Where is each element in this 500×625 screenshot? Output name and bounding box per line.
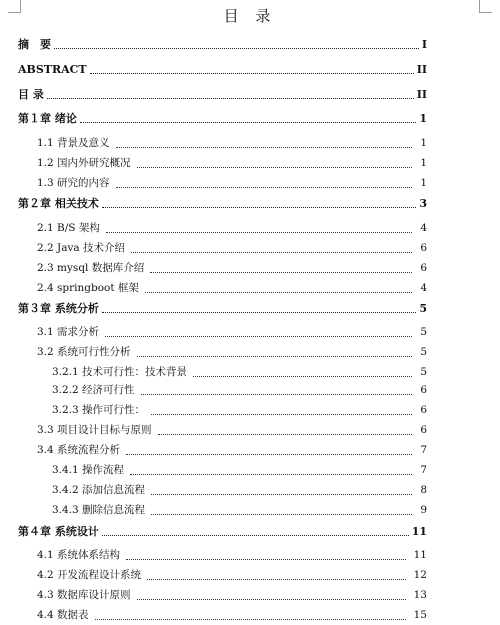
toc-entry[interactable] — [37, 174, 427, 193]
toc-entry-label: 3.2.1 技术可行性：技术背景 — [52, 366, 188, 378]
toc-entry-page-number: 1 — [420, 157, 427, 169]
toc-entry-label: 第４章 系统设计 — [18, 525, 99, 538]
toc-entry-page-number: 5 — [420, 346, 427, 358]
toc-entry[interactable] — [37, 219, 427, 238]
toc-entry[interactable] — [18, 85, 427, 104]
toc-dot-leader — [102, 206, 417, 208]
toc-entry-label: 2.4 springboot 框架 — [37, 282, 139, 294]
toc-entry-page-number: 3 — [419, 197, 427, 210]
toc-entry[interactable] — [52, 401, 427, 420]
toc-entry-label: 3.4.2 添加信息流程 — [52, 484, 146, 496]
toc-entry-page-number: I — [421, 38, 427, 51]
toc-entry-label: 3.2.3 操作可行性： — [52, 404, 146, 416]
toc-entry-label: 3.4 系统流程分析 — [37, 444, 121, 456]
toc-entry[interactable] — [37, 566, 427, 585]
toc-entry-label: 2.2 Java 技术介绍 — [37, 242, 126, 254]
toc-entry-page-number: 4 — [420, 222, 427, 234]
toc-dot-leader — [116, 186, 413, 188]
toc-entry[interactable] — [37, 441, 427, 460]
toc-dot-leader — [54, 47, 419, 49]
toc-dot-leader — [137, 355, 413, 357]
toc-entry-page-number: 5 — [420, 326, 427, 338]
toc-entry[interactable] — [18, 35, 427, 54]
toc-entry-page-number: 1 — [420, 177, 427, 189]
toc-entry-page-number: 5 — [420, 366, 427, 378]
toc-dot-leader — [130, 473, 412, 475]
toc-entry[interactable] — [18, 522, 427, 541]
toc-entry-label: 摘 要 — [18, 38, 51, 51]
toc-dot-leader — [151, 513, 412, 515]
toc-entry-label: 2.3 mysql 数据库介绍 — [37, 262, 145, 274]
toc-entry[interactable] — [37, 259, 427, 278]
toc-entry-label: 第２章 相关技术 — [18, 197, 99, 210]
toc-title: 目 录 — [223, 7, 277, 25]
toc-entry-label: 1.3 研究的内容 — [37, 177, 110, 189]
toc-entry[interactable] — [37, 546, 427, 565]
toc-entry-page-number: 5 — [419, 302, 427, 315]
toc-entry[interactable] — [18, 299, 427, 318]
toc-dot-leader — [193, 375, 412, 377]
toc-entry[interactable] — [52, 381, 427, 400]
toc-entry-page-number: 6 — [420, 242, 427, 254]
toc-dot-leader — [147, 578, 406, 580]
toc-entry-label: 4.1 系统体系结构 — [37, 549, 121, 561]
toc-entry[interactable] — [37, 134, 427, 153]
toc-entry[interactable] — [37, 343, 427, 362]
toc-entry-page-number: 13 — [413, 589, 427, 601]
toc-entry[interactable] — [52, 481, 427, 500]
toc-entry-page-number: II — [416, 88, 427, 101]
toc-entry[interactable] — [37, 279, 427, 298]
toc-entry[interactable] — [37, 586, 427, 605]
toc-dot-leader — [150, 271, 412, 273]
toc-entry[interactable] — [37, 154, 427, 173]
toc-dot-leader — [95, 618, 406, 620]
toc-entry-label: 2.1 B/S 架构 — [37, 222, 100, 234]
toc-entry[interactable] — [37, 239, 427, 258]
toc-dot-leader — [90, 72, 414, 74]
toc-entry[interactable] — [18, 194, 427, 213]
toc-entry-label: 3.4.1 操作流程 — [52, 464, 125, 476]
toc-entry-label: 1.1 背景及意义 — [37, 137, 110, 149]
toc-dot-leader — [106, 231, 412, 233]
toc-dot-leader — [151, 413, 412, 415]
toc-entry[interactable] — [52, 461, 427, 480]
toc-entry-page-number: 11 — [411, 525, 427, 538]
toc-dot-leader — [145, 291, 412, 293]
toc-entry[interactable] — [18, 60, 427, 79]
toc-entry-label: 1.2 国内外研究概况 — [37, 157, 131, 169]
toc-dot-leader — [151, 493, 412, 495]
toc-entry-page-number: 6 — [420, 262, 427, 274]
toc-dot-leader — [126, 453, 412, 455]
toc-entry[interactable] — [37, 606, 427, 625]
toc-dot-leader — [102, 534, 409, 536]
toc-entry-label: 3.2.2 经济可行性 — [52, 384, 135, 396]
toc-entry-page-number: 6 — [420, 404, 427, 416]
toc-entry[interactable] — [52, 363, 427, 382]
toc-entry-page-number: 6 — [420, 384, 427, 396]
toc-entry-page-number: 4 — [420, 282, 427, 294]
toc-entry-page-number: 1 — [419, 112, 427, 125]
toc-dot-leader — [105, 335, 412, 337]
toc-entry-page-number: 9 — [420, 504, 427, 516]
toc-dot-leader — [102, 311, 417, 313]
toc-entry-label: 3.2 系统可行性分析 — [37, 346, 131, 358]
toc-dot-leader — [137, 166, 413, 168]
toc-dot-leader — [137, 598, 406, 600]
toc-entry-label: 3.4.3 删除信息流程 — [52, 504, 146, 516]
toc-entry-page-number: 1 — [420, 137, 427, 149]
toc-entry[interactable] — [18, 109, 427, 128]
toc-entry-label: 4.2 开发流程设计系统 — [37, 569, 142, 581]
toc-entry-page-number: 6 — [420, 424, 427, 436]
toc-entry-page-number: 12 — [413, 569, 427, 581]
toc-entry-label: 第１章 绪论 — [18, 112, 77, 125]
toc-entry-page-number: 7 — [420, 444, 427, 456]
toc-dot-leader — [158, 433, 413, 435]
toc-entry[interactable] — [37, 421, 427, 440]
toc-entry[interactable] — [52, 501, 427, 520]
toc-dot-leader — [131, 251, 412, 253]
toc-entry-page-number: 11 — [413, 549, 427, 561]
toc-entry-label: 目 录 — [18, 88, 44, 101]
toc-entry-page-number: II — [416, 63, 427, 76]
toc-entry[interactable] — [37, 323, 427, 342]
toc-dot-leader — [80, 121, 417, 123]
toc-entry-page-number: 7 — [420, 464, 427, 476]
toc-entry-label: ABSTRACT — [18, 63, 87, 76]
toc-entry-page-number: 8 — [420, 484, 427, 496]
toc-entry-label: 4.3 数据库设计原则 — [37, 589, 131, 601]
toc-entry-label: 3.1 需求分析 — [37, 326, 100, 338]
toc-dot-leader — [126, 558, 406, 560]
toc-entry-label: 3.3 项目设计目标与原则 — [37, 424, 152, 436]
toc-entry-label: 第３章 系统分析 — [18, 302, 99, 315]
toc-entry-label: 4.4 数据表 — [37, 609, 89, 621]
toc-dot-leader — [47, 97, 414, 99]
toc-dot-leader — [141, 393, 413, 395]
toc-dot-leader — [116, 146, 413, 148]
toc-entry-page-number: 15 — [413, 609, 427, 621]
